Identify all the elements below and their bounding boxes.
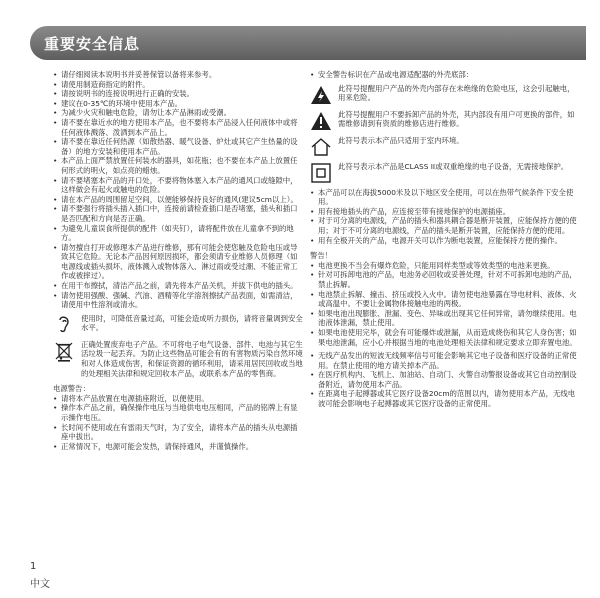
symbol-row xyxy=(310,110,578,132)
list-item: • 在用干布擦拭，清洁产品之前，请先将本产品关机，并拔下供电的插头。 xyxy=(53,281,303,291)
page-number: 1 xyxy=(30,561,37,572)
list-item: • 请按说明书的连接说明进行正确的安装。 xyxy=(53,89,303,99)
weee-disposal xyxy=(53,340,303,378)
wheelie-bin-crossed-icon xyxy=(53,340,75,362)
left-column xyxy=(53,70,303,451)
symbol-row xyxy=(310,136,578,158)
list-item: • 请不要强行将插头插入插口中，连接前请检查插口是否堵塞，插头和插口是否匹配和方向是否正确。 xyxy=(53,204,303,223)
wireless-list xyxy=(310,351,578,409)
usage-list xyxy=(310,188,578,246)
lightning-warning-icon xyxy=(310,84,332,106)
list-item: • 本产品上面严禁放置任何装水的器具，如花瓶；也不要在本产品上放置任何形式的明火，如点亮的蜡烛。 xyxy=(53,156,303,175)
symbol-row xyxy=(310,162,578,184)
symbol-text: 此符号表示本产品只适用于室内环境。 xyxy=(338,135,464,145)
list-item: • 在医疗机构内、飞机上、加油站、自动门、火警自动警报设备或其它自动控制设备附近，请勿使用本产品。 xyxy=(310,370,578,389)
list-item: • 用有接地插头的产品，应连接至带有接地保护的电源插座。 xyxy=(310,207,578,217)
right-column xyxy=(310,70,578,409)
list-item: • 建议在0-35℃的环境中使用本产品。 xyxy=(53,99,303,109)
list-item: • 为减少火灾和触电危险，请勿让本产品淋雨或受潮。 xyxy=(53,108,303,118)
list-item: • 无线产品发出的短波无线频率信号可能会影响其它电子设备和医疗设备的正常使用。在禁止使用的地方请关掉本产品。 xyxy=(310,351,578,370)
weee-text: 正确处置废弃电子产品。不可将电子电气设备、部件、电池与其它生活垃圾一起丢弃。为防止这些物品可能会有的有害物质污染自然环境和对人体造成伤害，和保证资源的循环利用，请采用居民回收或当地的处理相关法律和规定回收本产品，或联系本产品的零售商。 xyxy=(81,339,303,378)
list-item: • 长时间不使用或在有雷雨天气时，为了安全，请将本产品的插头从电源插座中拔出。 xyxy=(53,423,303,442)
list-item: • 电池更换不当会有爆炸危险，只能用同样类型或等效类型的电池来更换。 xyxy=(310,261,578,271)
list-item: • 对于可分离的电源线，产品的插头和器具耦合器是断开装置，应能保持方便的使用；对于不可分离的电源线，产品的插头是断开装置，应能保持方便的使用。 xyxy=(310,216,578,235)
safety-list xyxy=(53,70,303,310)
symbols-intro xyxy=(310,70,578,80)
list-item: • 请勿使用强酸、强碱、汽油、酒精等化学溶剂擦拭产品表面，如需清洁，请使用中性溶剂或清水。 xyxy=(53,291,303,310)
list-item: • 在距离电子起搏器或其它医疗设备20cm的范围以内，请勿使用本产品，无线电波可能会影响电子起搏器或其它医疗设备的正常使用。 xyxy=(310,389,578,408)
list-item: • 请不要堵塞本产品的开口处，不要将物体塞入本产品的通风口或缝隙中，这样做会有起火或触电的危险。 xyxy=(53,176,303,195)
list-item: • 如果电池使用完毕，就会有可能爆炸或泄漏，从而造成烧伤和其它人身伤害；如果电池泄漏，应小心并根据当地的电池处理相关法律和规定要求立即弃置电池。 xyxy=(310,328,578,347)
battery-warning-title: 警告！ xyxy=(310,251,333,261)
battery-warning-list xyxy=(310,261,578,347)
volume-warning-text: 使用时，可降低音量过高，可能会造成听力损伤，请将音量调到安全水平。 xyxy=(81,313,303,333)
symbol-text: 此符号提醒用户产品的外壳内部存在未绝缘的危险电压，这会引起触电，用来危险。 xyxy=(338,83,575,103)
symbol-text: 此符号提醒用户不要拆卸产品的外壳，其内部没有用户可更换的部件，如需维修请到有资质的维修店进行维修。 xyxy=(338,109,575,129)
list-item: • 请使用制造商指定的附件。 xyxy=(53,80,303,90)
list-item: • 为避免儿童误食所提供的配件（如夹钉），请将配件放在儿童拿不到的地方。 xyxy=(53,224,303,243)
list-item: • 请不要在靠近任何热源（如散热器、暖气设备、炉灶或其它产生热量的设备）的地方安装和使用本产品。 xyxy=(53,137,303,156)
list-item: • 请勿擅自打开或修理本产品进行维修，那有可能会使您触及危险电压或导致其它危险。无论本产品因何原因损坏，都会须请专业维修人员修理（如电源线或插头损坏、液体溅入或物体落入、淋过雨或受过潮、不能正常工作或被摔过）。 xyxy=(53,243,303,281)
list-item: • 如果电池出现膨胀、泄漏、变色、异味或出现其它任何异常，请勿继续使用。电池液体泄漏，禁止使用。 xyxy=(310,309,578,328)
class-ii-icon xyxy=(310,162,332,184)
list-item: • 针对可拆卸电池的产品，电池务必回收或妥善处理，针对不可拆卸电池的产品，禁止拆解。 xyxy=(310,270,578,289)
list-item: • 安全警告标识在产品或电源适配器的外壳底部： xyxy=(310,70,578,80)
list-item: • 正常情况下，电源可能会发热，请保持通风，并谨慎操作。 xyxy=(53,442,303,452)
symbol-row xyxy=(310,84,578,106)
power-warning-list xyxy=(53,394,303,452)
list-item: • 用有全极开关的产品，电源开关可以作为断电装置，应能保持方便的操作。 xyxy=(310,236,578,246)
house-icon xyxy=(310,136,332,158)
power-warning-title: 电源警告： xyxy=(53,384,90,394)
volume-warning xyxy=(53,314,303,336)
hearing-warning-icon xyxy=(53,314,75,336)
list-item: • 操作本产品之前，确保操作电压与当地供电电压相同，产品的铭牌上有显示操作电压。 xyxy=(53,403,303,422)
list-item: • 请仔细阅读本说明书并妥善保管以备将来参考。 xyxy=(53,70,303,80)
section-header xyxy=(30,26,586,60)
page-title: 重要安全信息 xyxy=(44,35,141,53)
exclamation-warning-icon xyxy=(310,110,332,132)
language-label: 中文 xyxy=(30,579,50,590)
list-item: • 请不要在靠近水的地方使用本产品，也不要将本产品浸入任何液体中或将任何液体溅落、泼洒到本产品上。 xyxy=(53,118,303,137)
list-item: • 请将本产品放置在电源插座附近，以便使用。 xyxy=(53,394,303,404)
list-item: • 本产品可以在海拔5000米及以下地区安全使用，可以在热带气候条件下安全使用。 xyxy=(310,188,578,207)
list-item: • 请在本产品的周围留足空间，以便能够保持良好的通风(建议5cm以上）。 xyxy=(53,195,303,205)
list-item: • 电池禁止拆解、撞击、挤压或投入火中。请勿使电池暴露在导电材料、液体、火或高温中。不要让金属物体接触电池的两极。 xyxy=(310,290,578,309)
symbol-text: 此符号表示本产品是CLASS II或双重绝缘的电子设备，无需接地保护。 xyxy=(338,161,569,171)
